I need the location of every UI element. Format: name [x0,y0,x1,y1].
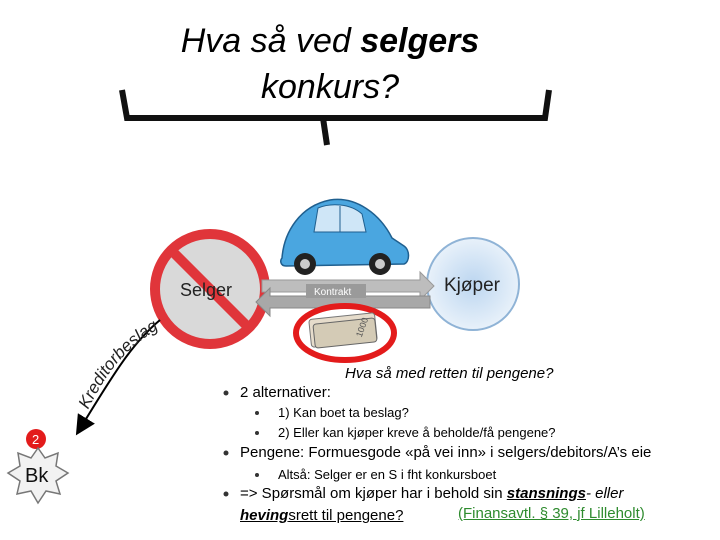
bullet-question-part1: => Spørsmål om kjøper har i behold sin [240,485,507,502]
sub-bullet-alt2: 2) Eller kan kjøper kreve å beholde/få pengene? [278,425,556,440]
sub-bullet-seller: Altså: Selger er en S i fht konkursboet [278,467,497,482]
creditor-arrest-label: Kreditorbeslag [74,315,161,412]
bullet-question [240,485,623,502]
car-icon [281,199,409,275]
title-line2: konkurs? [261,68,399,106]
step-badge-number: 2 [32,432,40,447]
title-line1-bold: selgers [360,22,480,60]
seller-label: Selger [180,280,233,300]
bk-label: Bk [25,465,49,487]
sub-bullet-alt1: 1) Kan boet ta beslag? [278,405,409,420]
bullet-money: Pengene: Formuesgode «på vei inn» i selgers/debitors/A’s eie [240,444,652,461]
legal-reference: (Finansavtl. § 39, jf Lilleholt) [458,505,645,522]
contract-label: Kontrakt [314,287,352,298]
title-bracket-stem [323,118,327,145]
title-line1-normal: Hva så ved [180,22,361,60]
svg-text:1000: 1000 [353,316,371,339]
buyer-label: Kjøper [444,275,500,296]
title-bracket [122,90,549,118]
bullet-question-heving: heving [240,507,289,524]
bullet-question-eller: - eller [585,485,624,502]
bullet-alternatives: 2 alternativer: [240,384,331,401]
bullet-question-stansning: stansnings [506,485,586,502]
bullet-question-rest: srett til pengene? [288,507,404,524]
question-text: Hva så med retten til pengene? [345,365,554,382]
money-icon [296,306,394,360]
bullet-question-line2 [240,507,403,524]
